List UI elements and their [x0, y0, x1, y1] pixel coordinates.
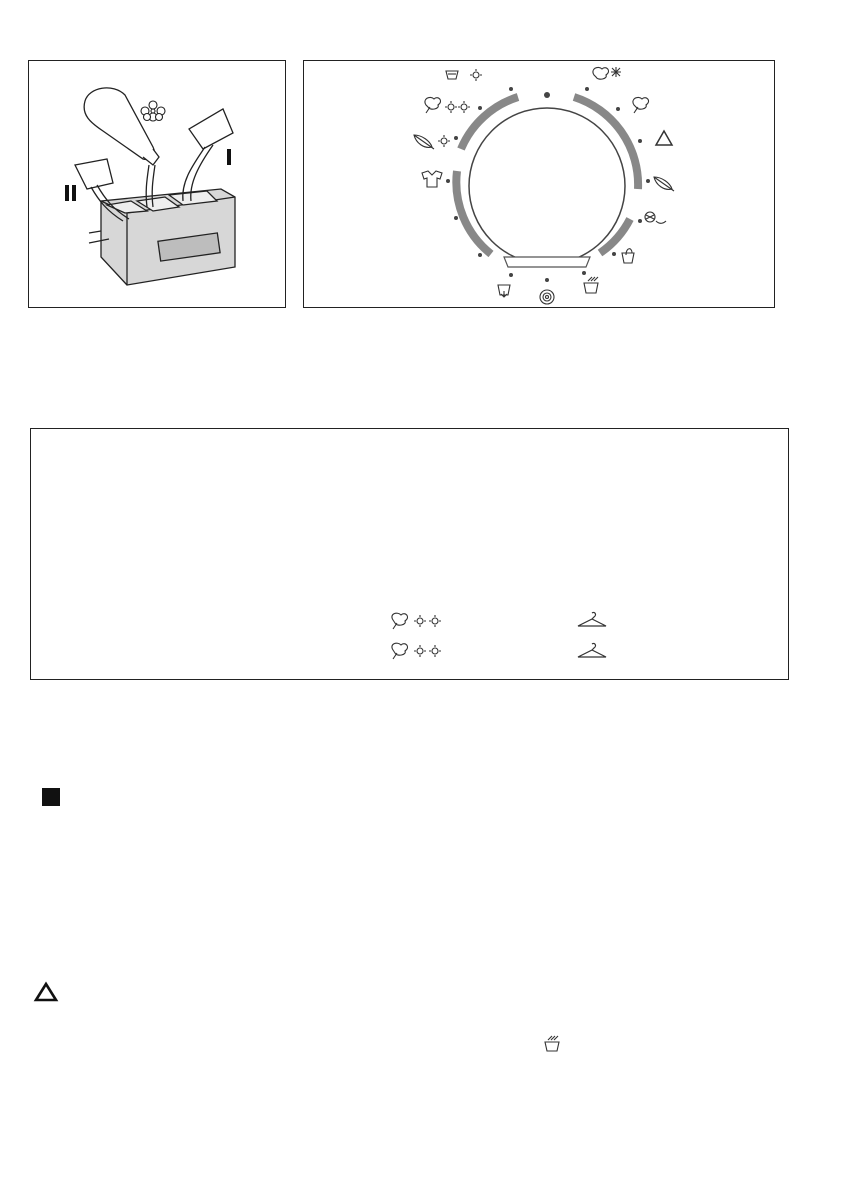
spin-arc: [504, 257, 590, 267]
sun-icon: [414, 615, 426, 627]
warning-triangle-icon: [33, 981, 59, 1003]
handwash-icon: [446, 71, 458, 79]
compartment-label-i: [227, 149, 231, 165]
shirt-icon: [422, 171, 442, 187]
softener-flower-icon: [141, 101, 165, 121]
rinse-icon: [584, 277, 598, 293]
cup-icon: [183, 109, 233, 201]
table-row-2-icons: [389, 642, 449, 660]
sun-icon: [458, 101, 470, 113]
drain-icon: [498, 285, 510, 297]
easy-care-icon: [654, 177, 674, 191]
handwash-icon: [622, 249, 634, 263]
hanger-icon: [575, 609, 609, 629]
dial-knob: [469, 108, 625, 264]
compartment-label-ii: [65, 185, 76, 201]
sun-icon: [438, 135, 450, 147]
sun-icon: [429, 645, 441, 657]
bleach-triangle-icon: [656, 131, 672, 145]
cotton-icon: [392, 613, 408, 629]
cotton-icon: [425, 97, 441, 113]
cotton-icon: [392, 643, 408, 659]
table-row-1-icons: [389, 612, 449, 630]
mixed-cold-icon: [593, 67, 621, 79]
sun-icon: [445, 101, 457, 113]
cotton-icon: [633, 97, 649, 113]
hanger-icon: [575, 640, 609, 660]
program-dial: [304, 61, 774, 307]
program-table: [30, 428, 789, 680]
sun-icon: [429, 615, 441, 627]
sun-icon: [470, 69, 482, 81]
drawer-body: [89, 189, 235, 285]
synthetics-icon: [414, 135, 434, 149]
detergent-bottle-icon: [84, 88, 159, 207]
program-dial-figure: [303, 60, 775, 308]
spin-icon: [540, 290, 554, 304]
detergent-drawer-icon: [29, 61, 285, 307]
rinse-icon: [543, 1035, 561, 1053]
black-square-icon: [42, 788, 60, 806]
sun-icon: [414, 645, 426, 657]
wool-icon: [645, 212, 666, 223]
detergent-drawer-figure: [28, 60, 286, 308]
